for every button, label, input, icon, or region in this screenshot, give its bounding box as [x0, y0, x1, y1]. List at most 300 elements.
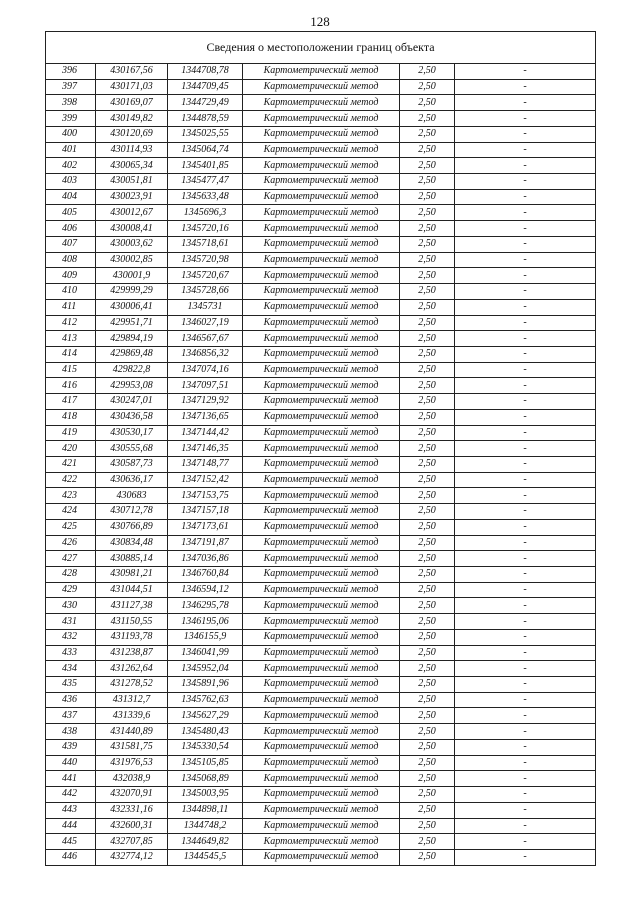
x-coordinate-cell: 431044,51 [96, 582, 168, 598]
y-coordinate-cell: 1345720,98 [168, 252, 243, 268]
accuracy-cell: 2,50 [400, 582, 455, 598]
table-row [46, 126, 596, 142]
note-cell: - [455, 708, 596, 724]
method-cell: Картометрический метод [243, 645, 400, 661]
y-coordinate-cell: 1346041,99 [168, 645, 243, 661]
table-row [46, 409, 596, 425]
note-cell: - [455, 645, 596, 661]
y-coordinate-cell: 1346295,78 [168, 598, 243, 614]
method-cell: Картометрический метод [243, 79, 400, 95]
table-row [46, 111, 596, 127]
note-cell: - [455, 441, 596, 457]
y-coordinate-cell: 1345891,96 [168, 677, 243, 693]
y-coordinate-cell: 1347152,42 [168, 472, 243, 488]
y-coordinate-cell: 1345480,43 [168, 724, 243, 740]
x-coordinate-cell: 431262,64 [96, 661, 168, 677]
point-number-cell: 421 [46, 456, 96, 472]
method-cell: Картометрический метод [243, 629, 400, 645]
note-cell: - [455, 488, 596, 504]
point-number-cell: 415 [46, 362, 96, 378]
table-row [46, 158, 596, 174]
point-number-cell: 436 [46, 692, 96, 708]
accuracy-cell: 2,50 [400, 441, 455, 457]
x-coordinate-cell: 431278,52 [96, 677, 168, 693]
method-cell: Картометрический метод [243, 834, 400, 850]
x-coordinate-cell: 430555,68 [96, 441, 168, 457]
point-number-cell: 404 [46, 189, 96, 205]
note-cell: - [455, 79, 596, 95]
method-cell: Картометрический метод [243, 787, 400, 803]
method-cell: Картометрический метод [243, 174, 400, 190]
y-coordinate-cell: 1344545,5 [168, 849, 243, 865]
table-row [46, 661, 596, 677]
method-cell: Картометрический метод [243, 488, 400, 504]
x-coordinate-cell: 431581,75 [96, 739, 168, 755]
x-coordinate-cell: 432331,16 [96, 802, 168, 818]
note-cell: - [455, 189, 596, 205]
note-cell: - [455, 409, 596, 425]
accuracy-cell: 2,50 [400, 787, 455, 803]
accuracy-cell: 2,50 [400, 849, 455, 865]
accuracy-cell: 2,50 [400, 472, 455, 488]
point-number-cell: 430 [46, 598, 96, 614]
note-cell: - [455, 315, 596, 331]
x-coordinate-cell: 430002,85 [96, 252, 168, 268]
method-cell: Картометрический метод [243, 252, 400, 268]
method-cell: Картометрический метод [243, 849, 400, 865]
x-coordinate-cell: 429894,19 [96, 331, 168, 347]
x-coordinate-cell: 430981,21 [96, 567, 168, 583]
table-row [46, 598, 596, 614]
point-number-cell: 434 [46, 661, 96, 677]
note-cell: - [455, 205, 596, 221]
method-cell: Картометрический метод [243, 268, 400, 284]
note-cell: - [455, 771, 596, 787]
method-cell: Картометрический метод [243, 535, 400, 551]
x-coordinate-cell: 430530,17 [96, 425, 168, 441]
table-row [46, 331, 596, 347]
accuracy-cell: 2,50 [400, 567, 455, 583]
accuracy-cell: 2,50 [400, 456, 455, 472]
x-coordinate-cell: 430436,58 [96, 409, 168, 425]
x-coordinate-cell: 431312,7 [96, 692, 168, 708]
y-coordinate-cell: 1347136,65 [168, 409, 243, 425]
point-number-cell: 417 [46, 394, 96, 410]
point-number-cell: 433 [46, 645, 96, 661]
accuracy-cell: 2,50 [400, 362, 455, 378]
y-coordinate-cell: 1346155,9 [168, 629, 243, 645]
point-number-cell: 441 [46, 771, 96, 787]
y-coordinate-cell: 1347036,86 [168, 551, 243, 567]
method-cell: Картометрический метод [243, 205, 400, 221]
accuracy-cell: 2,50 [400, 174, 455, 190]
table-row [46, 236, 596, 252]
table-row [46, 834, 596, 850]
x-coordinate-cell: 432707,85 [96, 834, 168, 850]
accuracy-cell: 2,50 [400, 755, 455, 771]
method-cell: Картометрический метод [243, 661, 400, 677]
note-cell: - [455, 661, 596, 677]
method-cell: Картометрический метод [243, 315, 400, 331]
note-cell: - [455, 598, 596, 614]
method-cell: Картометрический метод [243, 692, 400, 708]
point-number-cell: 432 [46, 629, 96, 645]
method-cell: Картометрический метод [243, 158, 400, 174]
x-coordinate-cell: 430012,67 [96, 205, 168, 221]
accuracy-cell: 2,50 [400, 739, 455, 755]
method-cell: Картометрический метод [243, 394, 400, 410]
point-number-cell: 423 [46, 488, 96, 504]
x-coordinate-cell: 430001,9 [96, 268, 168, 284]
accuracy-cell: 2,50 [400, 394, 455, 410]
point-number-cell: 426 [46, 535, 96, 551]
point-number-cell: 402 [46, 158, 96, 174]
method-cell: Картометрический метод [243, 236, 400, 252]
accuracy-cell: 2,50 [400, 834, 455, 850]
boundary-points-table [45, 31, 596, 866]
point-number-cell: 413 [46, 331, 96, 347]
point-number-cell: 422 [46, 472, 96, 488]
point-number-cell: 407 [46, 236, 96, 252]
method-cell: Картометрический метод [243, 64, 400, 80]
point-number-cell: 425 [46, 519, 96, 535]
accuracy-cell: 2,50 [400, 221, 455, 237]
y-coordinate-cell: 1346594,12 [168, 582, 243, 598]
point-number-cell: 408 [46, 252, 96, 268]
note-cell: - [455, 331, 596, 347]
accuracy-cell: 2,50 [400, 535, 455, 551]
y-coordinate-cell: 1345718,61 [168, 236, 243, 252]
x-coordinate-cell: 430834,48 [96, 535, 168, 551]
accuracy-cell: 2,50 [400, 205, 455, 221]
method-cell: Картометрический метод [243, 771, 400, 787]
method-cell: Картометрический метод [243, 284, 400, 300]
y-coordinate-cell: 1346760,84 [168, 567, 243, 583]
method-cell: Картометрический метод [243, 111, 400, 127]
y-coordinate-cell: 1346856,32 [168, 346, 243, 362]
note-cell: - [455, 739, 596, 755]
note-cell: - [455, 818, 596, 834]
boundary-table-container [45, 31, 595, 866]
accuracy-cell: 2,50 [400, 95, 455, 111]
accuracy-cell: 2,50 [400, 252, 455, 268]
point-number-cell: 406 [46, 221, 96, 237]
table-row [46, 551, 596, 567]
x-coordinate-cell: 431440,89 [96, 724, 168, 740]
method-cell: Картометрический метод [243, 362, 400, 378]
point-number-cell: 396 [46, 64, 96, 80]
y-coordinate-cell: 1346027,19 [168, 315, 243, 331]
table-row [46, 677, 596, 693]
accuracy-cell: 2,50 [400, 645, 455, 661]
table-row [46, 252, 596, 268]
note-cell: - [455, 535, 596, 551]
y-coordinate-cell: 1345330,54 [168, 739, 243, 755]
note-cell: - [455, 378, 596, 394]
y-coordinate-cell: 1347153,75 [168, 488, 243, 504]
y-coordinate-cell: 1347074,16 [168, 362, 243, 378]
accuracy-cell: 2,50 [400, 677, 455, 693]
point-number-cell: 424 [46, 504, 96, 520]
accuracy-cell: 2,50 [400, 802, 455, 818]
y-coordinate-cell: 1345003,95 [168, 787, 243, 803]
point-number-cell: 401 [46, 142, 96, 158]
note-cell: - [455, 284, 596, 300]
method-cell: Картометрический метод [243, 221, 400, 237]
note-cell: - [455, 221, 596, 237]
table-row [46, 787, 596, 803]
table-row [46, 472, 596, 488]
y-coordinate-cell: 1347191,87 [168, 535, 243, 551]
accuracy-cell: 2,50 [400, 519, 455, 535]
table-row [46, 174, 596, 190]
x-coordinate-cell: 431339,6 [96, 708, 168, 724]
point-number-cell: 399 [46, 111, 96, 127]
table-row [46, 221, 596, 237]
y-coordinate-cell: 1344729,49 [168, 95, 243, 111]
point-number-cell: 397 [46, 79, 96, 95]
x-coordinate-cell: 430065,34 [96, 158, 168, 174]
y-coordinate-cell: 1345477,47 [168, 174, 243, 190]
method-cell: Картометрический метод [243, 142, 400, 158]
y-coordinate-cell: 1347148,77 [168, 456, 243, 472]
y-coordinate-cell: 1344709,45 [168, 79, 243, 95]
note-cell: - [455, 111, 596, 127]
accuracy-cell: 2,50 [400, 346, 455, 362]
y-coordinate-cell: 1346567,67 [168, 331, 243, 347]
note-cell: - [455, 567, 596, 583]
y-coordinate-cell: 1345731 [168, 299, 243, 315]
table-row [46, 142, 596, 158]
y-coordinate-cell: 1345762,63 [168, 692, 243, 708]
y-coordinate-cell: 1345401,85 [168, 158, 243, 174]
y-coordinate-cell: 1345720,67 [168, 268, 243, 284]
table-row [46, 519, 596, 535]
accuracy-cell: 2,50 [400, 409, 455, 425]
note-cell: - [455, 456, 596, 472]
point-number-cell: 418 [46, 409, 96, 425]
method-cell: Картометрический метод [243, 425, 400, 441]
x-coordinate-cell: 430023,91 [96, 189, 168, 205]
y-coordinate-cell: 1347146,35 [168, 441, 243, 457]
accuracy-cell: 2,50 [400, 299, 455, 315]
y-coordinate-cell: 1345728,66 [168, 284, 243, 300]
x-coordinate-cell: 432038,9 [96, 771, 168, 787]
x-coordinate-cell: 431976,53 [96, 755, 168, 771]
note-cell: - [455, 629, 596, 645]
accuracy-cell: 2,50 [400, 661, 455, 677]
method-cell: Картометрический метод [243, 567, 400, 583]
point-number-cell: 416 [46, 378, 96, 394]
table-row [46, 299, 596, 315]
x-coordinate-cell: 430587,73 [96, 456, 168, 472]
note-cell: - [455, 299, 596, 315]
table-row [46, 425, 596, 441]
y-coordinate-cell: 1345627,29 [168, 708, 243, 724]
table-title-row [46, 32, 596, 64]
method-cell: Картометрический метод [243, 708, 400, 724]
method-cell: Картометрический метод [243, 456, 400, 472]
point-number-cell: 419 [46, 425, 96, 441]
method-cell: Картометрический метод [243, 299, 400, 315]
note-cell: - [455, 802, 596, 818]
y-coordinate-cell: 1345720,16 [168, 221, 243, 237]
x-coordinate-cell: 430006,41 [96, 299, 168, 315]
table-row [46, 535, 596, 551]
x-coordinate-cell: 431127,38 [96, 598, 168, 614]
table-row [46, 315, 596, 331]
method-cell: Картометрический метод [243, 95, 400, 111]
table-row [46, 849, 596, 865]
point-number-cell: 398 [46, 95, 96, 111]
note-cell: - [455, 425, 596, 441]
accuracy-cell: 2,50 [400, 79, 455, 95]
x-coordinate-cell: 430169,07 [96, 95, 168, 111]
note-cell: - [455, 394, 596, 410]
x-coordinate-cell: 429953,08 [96, 378, 168, 394]
y-coordinate-cell: 1345633,48 [168, 189, 243, 205]
method-cell: Картометрический метод [243, 551, 400, 567]
method-cell: Картометрический метод [243, 802, 400, 818]
note-cell: - [455, 849, 596, 865]
y-coordinate-cell: 1345105,85 [168, 755, 243, 771]
table-row [46, 582, 596, 598]
table-row [46, 692, 596, 708]
point-number-cell: 411 [46, 299, 96, 315]
accuracy-cell: 2,50 [400, 126, 455, 142]
note-cell: - [455, 582, 596, 598]
method-cell: Картометрический метод [243, 331, 400, 347]
table-row [46, 95, 596, 111]
x-coordinate-cell: 432600,31 [96, 818, 168, 834]
point-number-cell: 439 [46, 739, 96, 755]
accuracy-cell: 2,50 [400, 331, 455, 347]
note-cell: - [455, 724, 596, 740]
accuracy-cell: 2,50 [400, 378, 455, 394]
point-number-cell: 442 [46, 787, 96, 803]
x-coordinate-cell: 430120,69 [96, 126, 168, 142]
method-cell: Картометрический метод [243, 677, 400, 693]
note-cell: - [455, 755, 596, 771]
note-cell: - [455, 551, 596, 567]
x-coordinate-cell: 430766,89 [96, 519, 168, 535]
y-coordinate-cell: 1344649,82 [168, 834, 243, 850]
table-row [46, 755, 596, 771]
x-coordinate-cell: 430008,41 [96, 221, 168, 237]
method-cell: Картометрический метод [243, 582, 400, 598]
table-row [46, 802, 596, 818]
table-row [46, 346, 596, 362]
x-coordinate-cell: 430171,03 [96, 79, 168, 95]
table-row [46, 378, 596, 394]
table-row [46, 189, 596, 205]
note-cell: - [455, 252, 596, 268]
note-cell: - [455, 472, 596, 488]
table-row [46, 284, 596, 300]
accuracy-cell: 2,50 [400, 158, 455, 174]
point-number-cell: 438 [46, 724, 96, 740]
accuracy-cell: 2,50 [400, 268, 455, 284]
y-coordinate-cell: 1347173,61 [168, 519, 243, 535]
method-cell: Картометрический метод [243, 519, 400, 535]
x-coordinate-cell: 430003,62 [96, 236, 168, 252]
accuracy-cell: 2,50 [400, 284, 455, 300]
point-number-cell: 403 [46, 174, 96, 190]
y-coordinate-cell: 1347097,51 [168, 378, 243, 394]
x-coordinate-cell: 431193,78 [96, 629, 168, 645]
y-coordinate-cell: 1345064,74 [168, 142, 243, 158]
accuracy-cell: 2,50 [400, 724, 455, 740]
note-cell: - [455, 268, 596, 284]
note-cell: - [455, 126, 596, 142]
x-coordinate-cell: 430712,78 [96, 504, 168, 520]
x-coordinate-cell: 432774,12 [96, 849, 168, 865]
method-cell: Картометрический метод [243, 378, 400, 394]
y-coordinate-cell: 1344878,59 [168, 111, 243, 127]
x-coordinate-cell: 430149,82 [96, 111, 168, 127]
table-row [46, 488, 596, 504]
table-row [46, 818, 596, 834]
method-cell: Картометрический метод [243, 126, 400, 142]
x-coordinate-cell: 430885,14 [96, 551, 168, 567]
accuracy-cell: 2,50 [400, 425, 455, 441]
point-number-cell: 420 [46, 441, 96, 457]
y-coordinate-cell: 1345025,55 [168, 126, 243, 142]
table-row [46, 614, 596, 630]
y-coordinate-cell: 1347144,42 [168, 425, 243, 441]
table-row [46, 739, 596, 755]
table-title: Сведения о местоположении границ объекта [46, 32, 596, 64]
accuracy-cell: 2,50 [400, 598, 455, 614]
note-cell: - [455, 142, 596, 158]
y-coordinate-cell: 1344748,2 [168, 818, 243, 834]
x-coordinate-cell: 430683 [96, 488, 168, 504]
point-number-cell: 445 [46, 834, 96, 850]
point-number-cell: 428 [46, 567, 96, 583]
table-row [46, 394, 596, 410]
x-coordinate-cell: 430636,17 [96, 472, 168, 488]
x-coordinate-cell: 429822,8 [96, 362, 168, 378]
note-cell: - [455, 362, 596, 378]
table-body [46, 64, 596, 866]
accuracy-cell: 2,50 [400, 771, 455, 787]
method-cell: Картометрический метод [243, 472, 400, 488]
method-cell: Картометрический метод [243, 504, 400, 520]
point-number-cell: 437 [46, 708, 96, 724]
y-coordinate-cell: 1345952,04 [168, 661, 243, 677]
x-coordinate-cell: 430247,01 [96, 394, 168, 410]
x-coordinate-cell: 430051,81 [96, 174, 168, 190]
point-number-cell: 440 [46, 755, 96, 771]
point-number-cell: 444 [46, 818, 96, 834]
table-row [46, 629, 596, 645]
table-row [46, 771, 596, 787]
accuracy-cell: 2,50 [400, 142, 455, 158]
accuracy-cell: 2,50 [400, 614, 455, 630]
method-cell: Картометрический метод [243, 441, 400, 457]
point-number-cell: 446 [46, 849, 96, 865]
x-coordinate-cell: 429999,29 [96, 284, 168, 300]
y-coordinate-cell: 1347129,92 [168, 394, 243, 410]
point-number-cell: 431 [46, 614, 96, 630]
point-number-cell: 427 [46, 551, 96, 567]
note-cell: - [455, 614, 596, 630]
accuracy-cell: 2,50 [400, 818, 455, 834]
note-cell: - [455, 677, 596, 693]
table-row [46, 708, 596, 724]
y-coordinate-cell: 1344898,11 [168, 802, 243, 818]
note-cell: - [455, 64, 596, 80]
